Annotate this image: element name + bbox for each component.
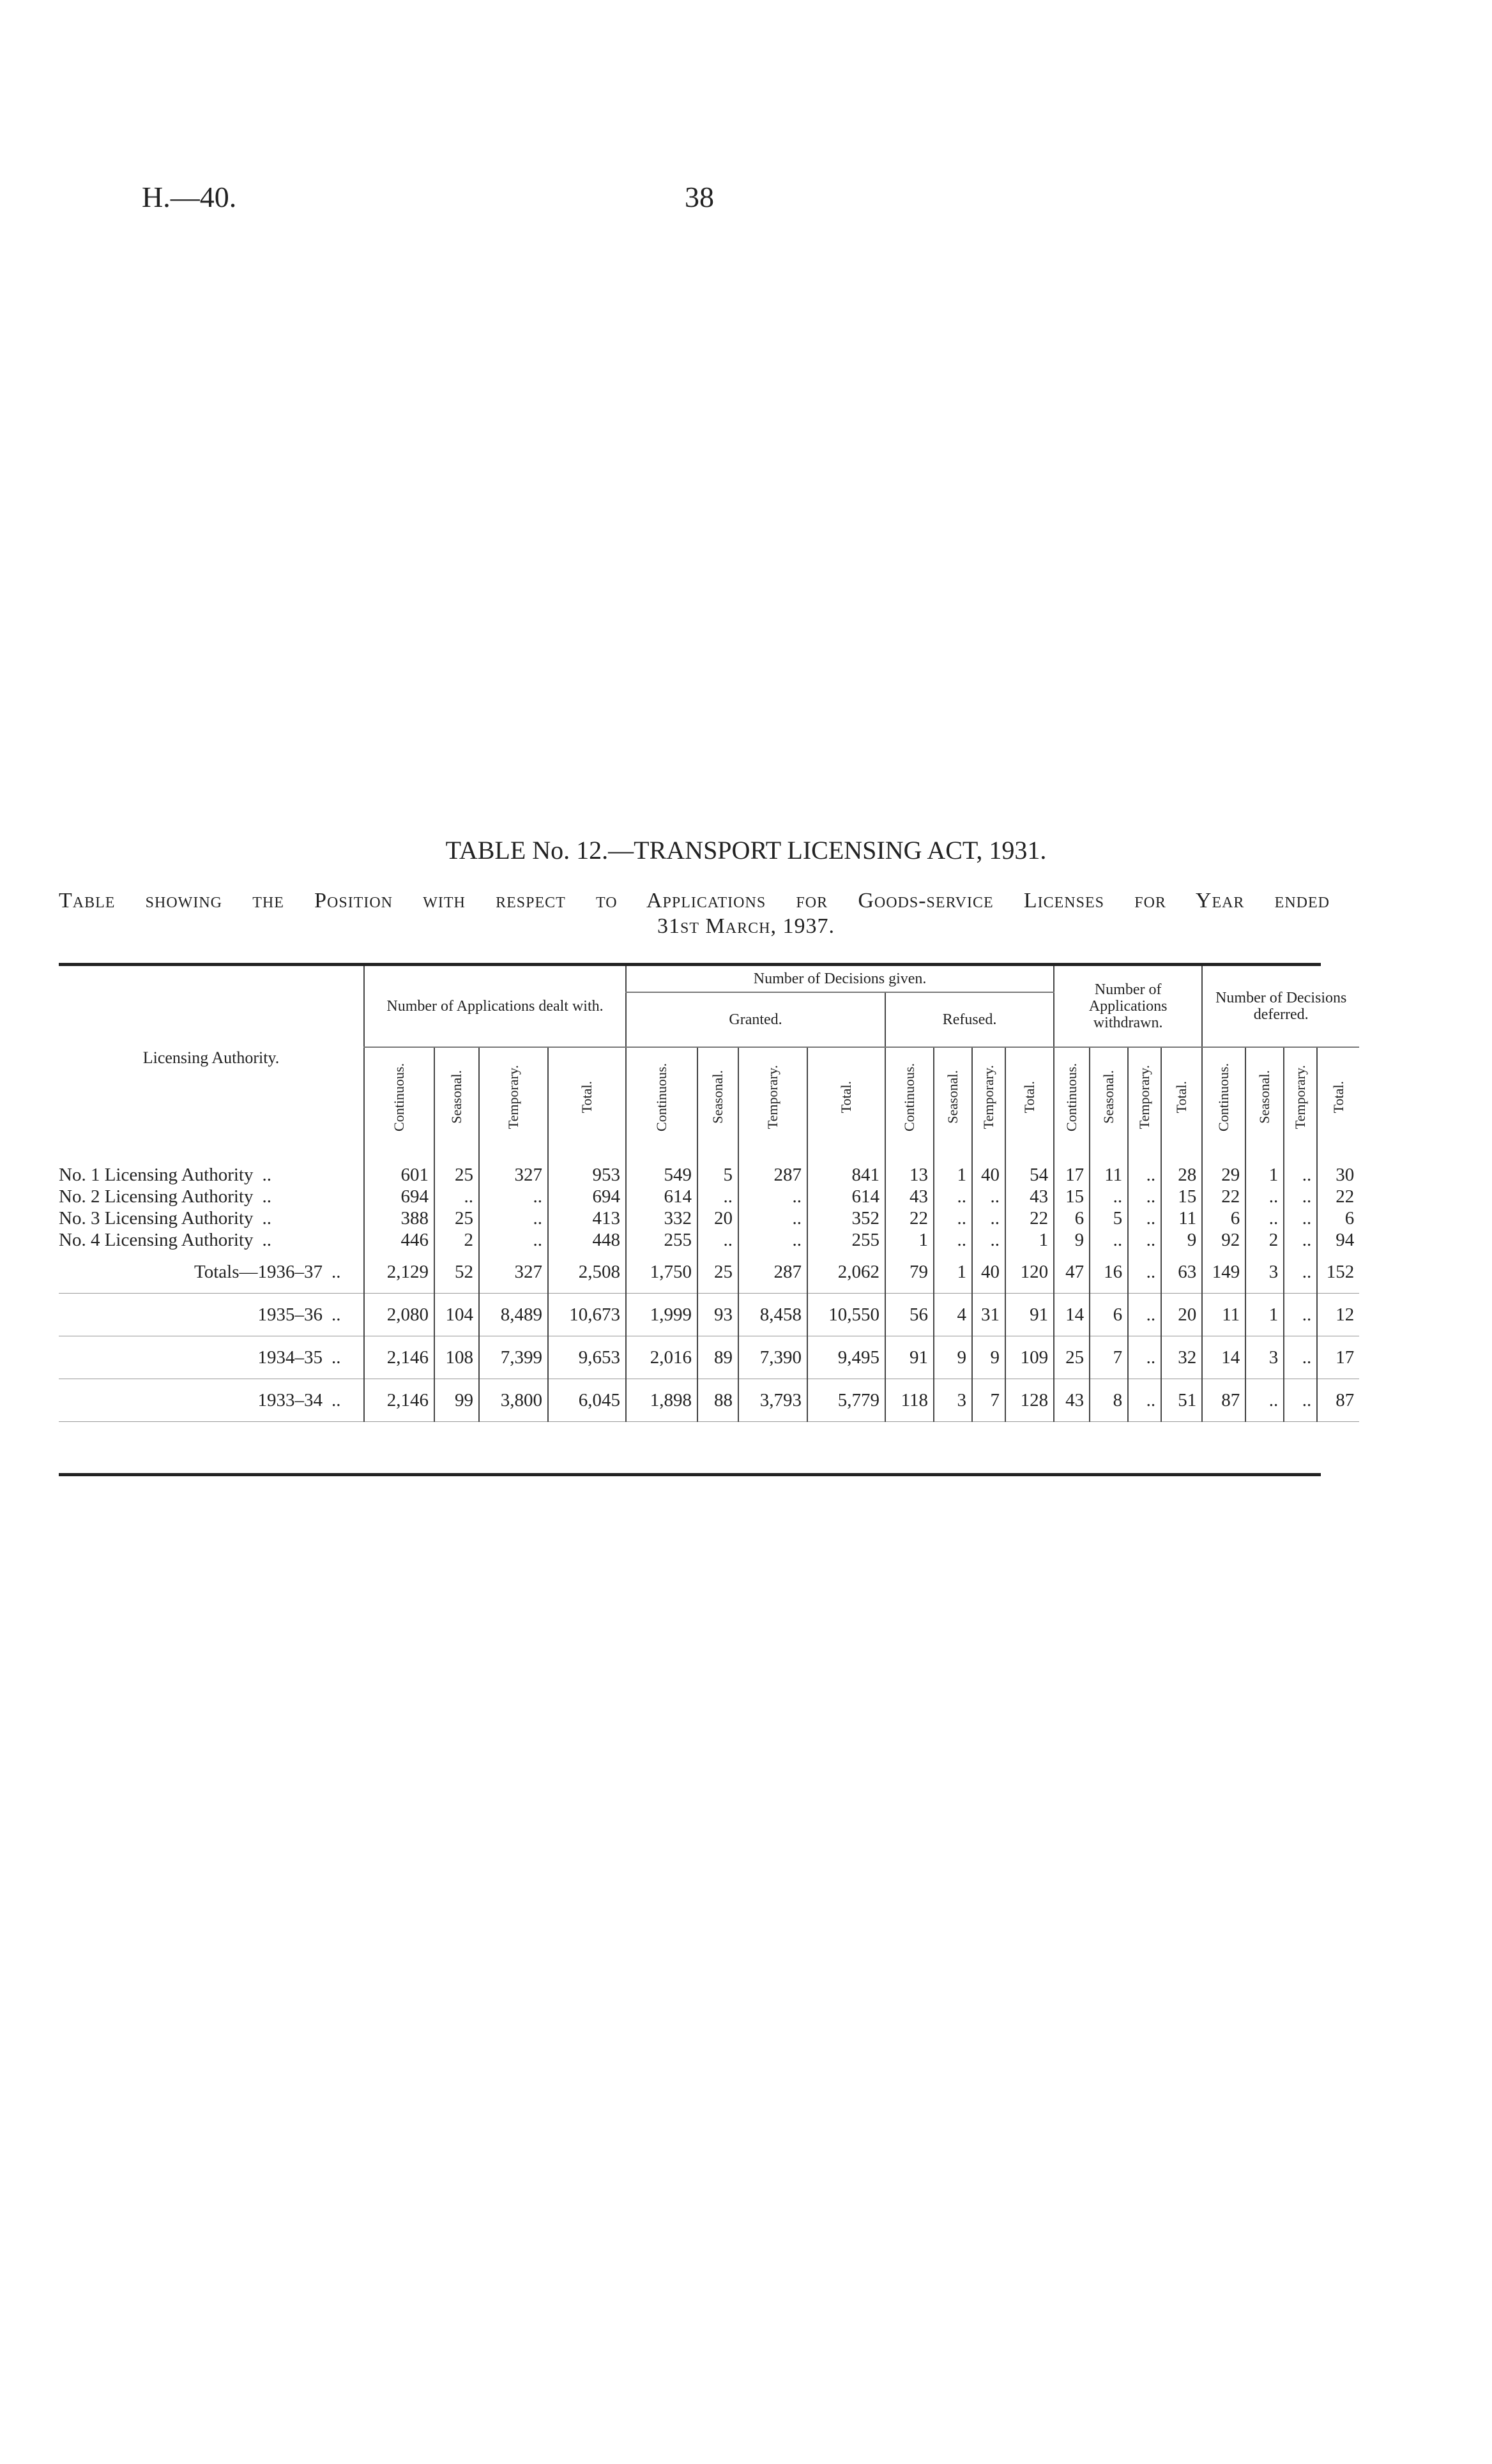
table-cell: 1 xyxy=(1245,1294,1284,1336)
table-cell: .. xyxy=(479,1186,548,1207)
table-cell: 30 xyxy=(1317,1164,1359,1186)
leader-dots: .. xyxy=(262,1165,271,1185)
table-cell: 9,653 xyxy=(548,1336,626,1379)
col-header-temporary: Temporary. xyxy=(972,1047,1005,1150)
table-cell: 7,390 xyxy=(738,1336,807,1379)
table-cell: 10,673 xyxy=(548,1294,626,1336)
row-label-text: No. 1 Licensing Authority xyxy=(59,1165,254,1185)
table-cell: .. xyxy=(972,1207,1005,1229)
table-title: TABLE No. 12.—TRANSPORT LICENSING ACT, 1931. xyxy=(445,836,1047,865)
table-cell: .. xyxy=(1128,1336,1161,1379)
table-cell: 15 xyxy=(1054,1186,1090,1207)
table-cell: 2,129 xyxy=(364,1251,434,1294)
table-cell: 255 xyxy=(626,1229,697,1251)
col-header-temporary: Temporary. xyxy=(479,1047,548,1150)
table-cell: .. xyxy=(479,1207,548,1229)
table-cell: .. xyxy=(1284,1251,1317,1294)
table-cell: 7 xyxy=(972,1379,1005,1422)
table-cell: 47 xyxy=(1054,1251,1090,1294)
table-cell: 2,146 xyxy=(364,1336,434,1379)
table-cell: 56 xyxy=(885,1294,934,1336)
granted-header: Granted. xyxy=(626,992,885,1047)
table-cell: 1,750 xyxy=(626,1251,697,1294)
col-header-total: Total. xyxy=(1005,1047,1054,1150)
leader-dots: .. xyxy=(262,1230,271,1250)
table-cell: 6 xyxy=(1054,1207,1090,1229)
table-cell: 9 xyxy=(1054,1229,1090,1251)
table-cell: 10,550 xyxy=(807,1294,885,1336)
table-cell: 120 xyxy=(1005,1251,1054,1294)
row-label xyxy=(59,1251,364,1294)
col-header-seasonal: Seasonal. xyxy=(1245,1047,1284,1150)
table-cell: 3 xyxy=(1245,1336,1284,1379)
table-cell: 1 xyxy=(1005,1229,1054,1251)
table-cell: 11 xyxy=(1161,1207,1202,1229)
table-cell: 40 xyxy=(972,1251,1005,1294)
table-cell: 29 xyxy=(1202,1164,1245,1186)
table-cell: 332 xyxy=(626,1207,697,1229)
table-cell: 25 xyxy=(434,1164,479,1186)
table-cell: 22 xyxy=(1202,1186,1245,1207)
table-cell: 3,800 xyxy=(479,1379,548,1422)
col-header-total: Total. xyxy=(1317,1047,1359,1150)
table-cell: 43 xyxy=(1005,1186,1054,1207)
table-cell: 9,495 xyxy=(807,1336,885,1379)
table-cell: 413 xyxy=(548,1207,626,1229)
table-cell: 694 xyxy=(364,1186,434,1207)
table-cell: 614 xyxy=(626,1186,697,1207)
col-header-temporary: Temporary. xyxy=(1284,1047,1317,1150)
table-cell: .. xyxy=(1090,1229,1128,1251)
col-header-continuous: Continuous. xyxy=(364,1047,434,1150)
table-cell: 6 xyxy=(1090,1294,1128,1336)
table-cell: 15 xyxy=(1161,1186,1202,1207)
table-cell: 841 xyxy=(807,1164,885,1186)
col-header-temporary: Temporary. xyxy=(738,1047,807,1150)
table-cell: 1 xyxy=(934,1251,972,1294)
table-cell: 91 xyxy=(1005,1294,1054,1336)
table-cell: .. xyxy=(697,1229,738,1251)
leader-dots: .. xyxy=(331,1304,341,1325)
table-cell: 99 xyxy=(434,1379,479,1422)
table-cell: 9 xyxy=(934,1336,972,1379)
table-cell: .. xyxy=(1284,1207,1317,1229)
table-cell: 1 xyxy=(1245,1164,1284,1186)
table-cell: .. xyxy=(434,1186,479,1207)
table-cell: 94 xyxy=(1317,1229,1359,1251)
table-cell: 601 xyxy=(364,1164,434,1186)
row-label xyxy=(59,1294,364,1336)
table-cell: 614 xyxy=(807,1186,885,1207)
table-cell: 63 xyxy=(1161,1251,1202,1294)
authority-row xyxy=(59,1207,1359,1229)
table-cell: 11 xyxy=(1090,1164,1128,1186)
table-cell: 2,080 xyxy=(364,1294,434,1336)
row-label-text: No. 3 Licensing Authority xyxy=(59,1208,254,1228)
table-cell: 6,045 xyxy=(548,1379,626,1422)
table-cell: 13 xyxy=(885,1164,934,1186)
table-cell: 327 xyxy=(479,1164,548,1186)
col-header-continuous: Continuous. xyxy=(885,1047,934,1150)
table-cell: 79 xyxy=(885,1251,934,1294)
table-cell: 8 xyxy=(1090,1379,1128,1422)
table-cell: 953 xyxy=(548,1164,626,1186)
table-cell: 2 xyxy=(434,1229,479,1251)
col-header-temporary: Temporary. xyxy=(1128,1047,1161,1150)
table-cell: 14 xyxy=(1202,1336,1245,1379)
table-cell: 93 xyxy=(697,1294,738,1336)
table-cell: 11 xyxy=(1202,1294,1245,1336)
table-cell: 52 xyxy=(434,1251,479,1294)
table-cell: 352 xyxy=(807,1207,885,1229)
table-cell: 2,016 xyxy=(626,1336,697,1379)
table-cell: 12 xyxy=(1317,1294,1359,1336)
table-cell: 7 xyxy=(1090,1336,1128,1379)
table-cell: 1 xyxy=(885,1229,934,1251)
table-cell: 118 xyxy=(885,1379,934,1422)
table-cell: .. xyxy=(1128,1251,1161,1294)
authority-row xyxy=(59,1164,1359,1186)
col-header-total: Total. xyxy=(807,1047,885,1150)
table-cell: 91 xyxy=(885,1336,934,1379)
table-cell: .. xyxy=(934,1229,972,1251)
authority-row xyxy=(59,1186,1359,1207)
table-cell: 22 xyxy=(885,1207,934,1229)
table-cell: .. xyxy=(697,1186,738,1207)
row-label-text: 1933–34 xyxy=(257,1390,323,1410)
table-cell: 327 xyxy=(479,1251,548,1294)
table-cell: .. xyxy=(1128,1207,1161,1229)
leader-dots: .. xyxy=(262,1186,271,1207)
table-cell: 3 xyxy=(1245,1251,1284,1294)
table-cell: .. xyxy=(1245,1186,1284,1207)
table-cell: 2,508 xyxy=(548,1251,626,1294)
leader-dots: .. xyxy=(331,1390,341,1410)
table-cell: 8,489 xyxy=(479,1294,548,1336)
table-cell: 28 xyxy=(1161,1164,1202,1186)
table-cell: 87 xyxy=(1202,1379,1245,1422)
table-cell: .. xyxy=(934,1186,972,1207)
table-cell: 287 xyxy=(738,1164,807,1186)
table-cell: 448 xyxy=(548,1229,626,1251)
table-cell: .. xyxy=(738,1207,807,1229)
table-cell: .. xyxy=(1128,1229,1161,1251)
col-header-total: Total. xyxy=(1161,1047,1202,1150)
decisions-group-header: Number of Decisions given. xyxy=(626,966,1054,992)
table-cell: 43 xyxy=(885,1186,934,1207)
row-label-text: 1934–35 xyxy=(257,1347,323,1368)
table-cell: 88 xyxy=(697,1379,738,1422)
table-cell: .. xyxy=(1284,1294,1317,1336)
table-cell: 549 xyxy=(626,1164,697,1186)
col-header-seasonal: Seasonal. xyxy=(1090,1047,1128,1150)
table-subtitle-line2: 31st March, 1937. xyxy=(657,914,835,938)
totals-row xyxy=(59,1294,1359,1336)
table-cell: 2,062 xyxy=(807,1251,885,1294)
table-cell: 152 xyxy=(1317,1251,1359,1294)
table-cell: 6 xyxy=(1317,1207,1359,1229)
table-cell: 287 xyxy=(738,1251,807,1294)
row-label xyxy=(59,1207,364,1229)
leader-dots: .. xyxy=(262,1208,271,1228)
row-label xyxy=(59,1186,364,1207)
col-header-seasonal: Seasonal. xyxy=(934,1047,972,1150)
table-cell: .. xyxy=(1284,1379,1317,1422)
table-cell: .. xyxy=(972,1229,1005,1251)
table-cell: .. xyxy=(1245,1207,1284,1229)
table-cell: 87 xyxy=(1317,1379,1359,1422)
table-cell: 388 xyxy=(364,1207,434,1229)
table-cell: 43 xyxy=(1054,1379,1090,1422)
table-cell: 128 xyxy=(1005,1379,1054,1422)
row-label xyxy=(59,1164,364,1186)
table-cell: 694 xyxy=(548,1186,626,1207)
applications-group-header: Number of Applications dealt with. xyxy=(364,966,626,1047)
table-cell: 31 xyxy=(972,1294,1005,1336)
table-cell: 5 xyxy=(1090,1207,1128,1229)
table-cell: 17 xyxy=(1054,1164,1090,1186)
table-cell: .. xyxy=(1284,1164,1317,1186)
table-cell: .. xyxy=(479,1229,548,1251)
table-cell: 1 xyxy=(934,1164,972,1186)
table-cell: 9 xyxy=(1161,1229,1202,1251)
table-cell: 3 xyxy=(934,1379,972,1422)
table-cell: 25 xyxy=(434,1207,479,1229)
row-label-text: No. 2 Licensing Authority xyxy=(59,1186,254,1207)
col-header-continuous: Continuous. xyxy=(1054,1047,1090,1150)
row-label-text: Totals—1936–37 xyxy=(194,1262,323,1282)
table-cell: 32 xyxy=(1161,1336,1202,1379)
document-reference: H.—40. xyxy=(142,181,237,213)
authority-row xyxy=(59,1229,1359,1251)
withdrawn-group-header: Number of Applications withdrawn. xyxy=(1054,966,1202,1047)
totals-row xyxy=(59,1336,1359,1379)
col-header-continuous: Continuous. xyxy=(1202,1047,1245,1150)
table-cell: .. xyxy=(1128,1294,1161,1336)
deferred-group-header: Number of Decisions deferred. xyxy=(1202,966,1359,1047)
table-cell: 2,146 xyxy=(364,1379,434,1422)
table-cell: .. xyxy=(1284,1336,1317,1379)
table-cell: .. xyxy=(1284,1229,1317,1251)
table-cell: 109 xyxy=(1005,1336,1054,1379)
table-cell: 54 xyxy=(1005,1164,1054,1186)
table-cell: 25 xyxy=(697,1251,738,1294)
table-cell: .. xyxy=(1128,1186,1161,1207)
table-cell: .. xyxy=(1245,1379,1284,1422)
table-cell: 5,779 xyxy=(807,1379,885,1422)
col-header-continuous: Continuous. xyxy=(626,1047,697,1150)
row-label-text: 1935–36 xyxy=(257,1304,323,1325)
table-cell: 7,399 xyxy=(479,1336,548,1379)
table-cell: 5 xyxy=(697,1164,738,1186)
table-cell: 51 xyxy=(1161,1379,1202,1422)
row-label xyxy=(59,1379,364,1422)
table-cell: 40 xyxy=(972,1164,1005,1186)
licensing-table-container xyxy=(59,966,1355,1422)
table-cell: 149 xyxy=(1202,1251,1245,1294)
table-cell: 8,458 xyxy=(738,1294,807,1336)
table-cell: 1,898 xyxy=(626,1379,697,1422)
col-header-seasonal: Seasonal. xyxy=(697,1047,738,1150)
table-cell: 9 xyxy=(972,1336,1005,1379)
table-cell: 4 xyxy=(934,1294,972,1336)
table-cell: 2 xyxy=(1245,1229,1284,1251)
table-cell: 25 xyxy=(1054,1336,1090,1379)
table-subtitle-line1: Table showing the Position with respect to Applications for Goods-service Licenses for Year ended xyxy=(59,889,1330,912)
table-cell: .. xyxy=(738,1186,807,1207)
table-cell: 22 xyxy=(1317,1186,1359,1207)
col-header-seasonal: Seasonal. xyxy=(434,1047,479,1150)
leader-dots: .. xyxy=(331,1262,341,1282)
table-cell: 1,999 xyxy=(626,1294,697,1336)
row-label xyxy=(59,1229,364,1251)
table-cell: 104 xyxy=(434,1294,479,1336)
table-cell: .. xyxy=(934,1207,972,1229)
table-cell: 92 xyxy=(1202,1229,1245,1251)
table-cell: 3,793 xyxy=(738,1379,807,1422)
leader-dots: .. xyxy=(331,1347,341,1368)
table-cell: .. xyxy=(1090,1186,1128,1207)
table-cell: 446 xyxy=(364,1229,434,1251)
table-cell: 6 xyxy=(1202,1207,1245,1229)
header-gap-row xyxy=(59,1150,1359,1164)
table-cell: 108 xyxy=(434,1336,479,1379)
table-cell: 22 xyxy=(1005,1207,1054,1229)
page-number: 38 xyxy=(685,181,714,213)
table-cell: .. xyxy=(972,1186,1005,1207)
licensing-authority-header: Licensing Authority. xyxy=(142,1048,280,1067)
col-header-total: Total. xyxy=(548,1047,626,1150)
table-cell: .. xyxy=(738,1229,807,1251)
table-cell: 16 xyxy=(1090,1251,1128,1294)
table-cell: 20 xyxy=(1161,1294,1202,1336)
table-body xyxy=(59,1150,1359,1422)
row-label-text: No. 4 Licensing Authority xyxy=(59,1230,254,1250)
row-label xyxy=(59,1336,364,1379)
table-cell: 20 xyxy=(697,1207,738,1229)
table-cell: .. xyxy=(1128,1379,1161,1422)
table-cell: 255 xyxy=(807,1229,885,1251)
table-cell: 89 xyxy=(697,1336,738,1379)
totals-row xyxy=(59,1379,1359,1422)
totals-row xyxy=(59,1251,1359,1294)
bottom-rule xyxy=(59,1473,1321,1476)
refused-header: Refused. xyxy=(885,992,1054,1047)
table-cell: 17 xyxy=(1317,1336,1359,1379)
table-cell: .. xyxy=(1128,1164,1161,1186)
table-cell: 14 xyxy=(1054,1294,1090,1336)
licensing-table xyxy=(59,966,1359,1422)
table-cell: .. xyxy=(1284,1186,1317,1207)
